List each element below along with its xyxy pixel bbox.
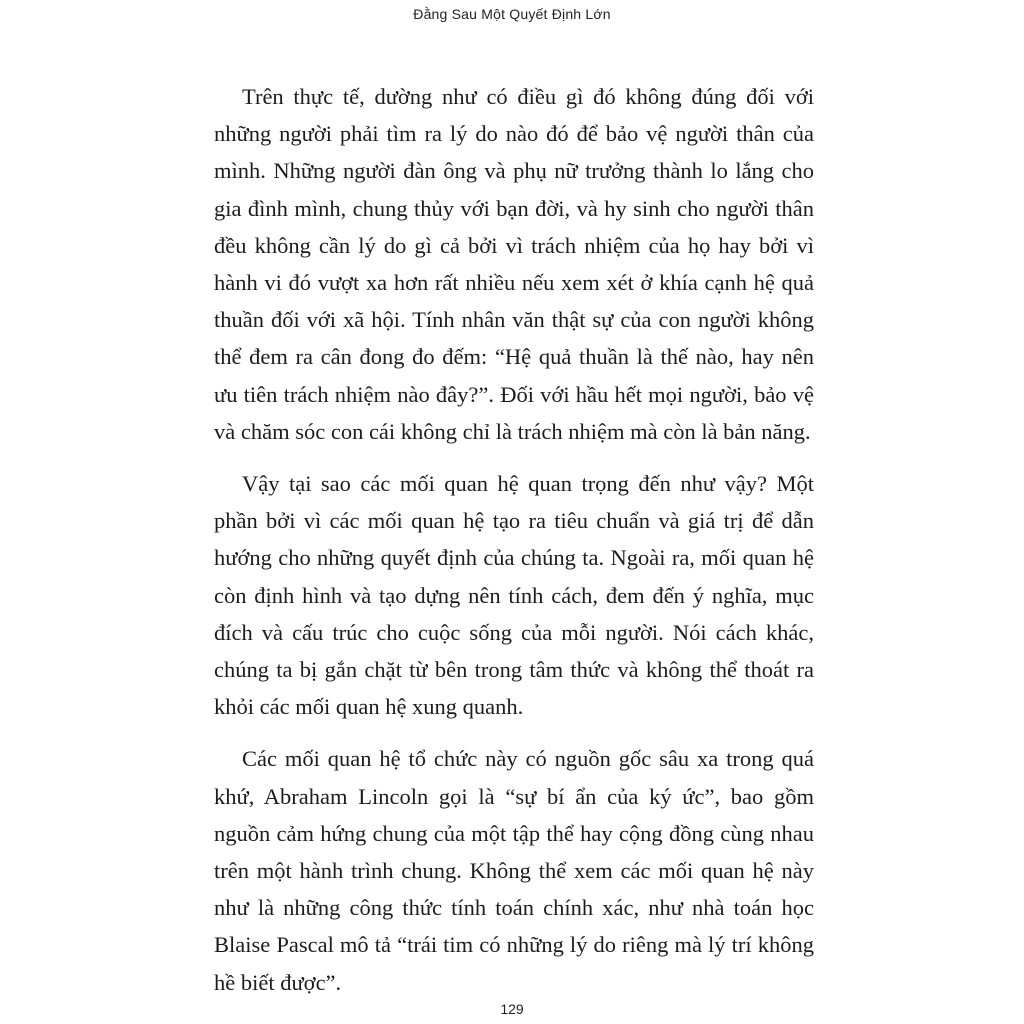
body-text: [214, 78, 814, 1016]
running-header-title: Đằng Sau Một Quyết Định Lớn: [413, 6, 611, 22]
paragraph-2: Vậy tại sao các mối quan hệ quan trọng đến như vậy? Một phần bởi vì các mối quan hệ tạo ra tiêu chuẩn và giá trị để dẫn hướng cho những quyết định của chúng ta. Ngoài ra, mối quan hệ còn định hình và tạo dựng nên tính cách, đem đến ý nghĩa, mục đích và cấu trúc cho cuộc sống của mỗi người. Nói cách khác, chúng ta bị gắn chặt từ bên trong tâm thức và không thể thoát ra khỏi các mối quan hệ xung quanh.: [214, 471, 814, 720]
page-number: 129: [500, 1001, 524, 1017]
paragraph-1: Trên thực tế, dường như có điều gì đó không đúng đối với những người phải tìm ra lý do nào đó để bảo vệ người thân của mình. Những người đàn ông và phụ nữ trưởng thành lo lắng cho gia đình mình, chung thủy với bạn đời, và hy sinh cho người thân đều không cần lý do gì cả bởi vì trách nhiệm của họ hay bởi vì hành vi đó vượt xa hơn rất nhiều nếu xem xét ở khía cạnh hệ quả thuần đối với xã hội. Tính nhân văn thật sự của con người không thể đem ra cân đong đo đếm: “Hệ quả thuần là thế nào, hay nên ưu tiên trách nhiệm nào đây?”. Đối với hầu hết mọi người, bảo vệ và chăm sóc con cái không chỉ là trách nhiệm mà còn là bản năng.: [214, 84, 814, 444]
paragraph-3: Các mối quan hệ tổ chức này có nguồn gốc sâu xa trong quá khứ, Abraham Lincoln gọi là “sự bí ẩn của ký ức”, bao gồm nguồn cảm hứng chung của một tập thể hay cộng đồng cùng nhau trên một hành trình chung. Không thể xem các mối quan hệ này như là những công thức tính toán chính xác, như nhà toán học Blaise Pascal mô tả “trái tim có những lý do riêng mà lý trí không hề biết được”.: [214, 746, 814, 995]
